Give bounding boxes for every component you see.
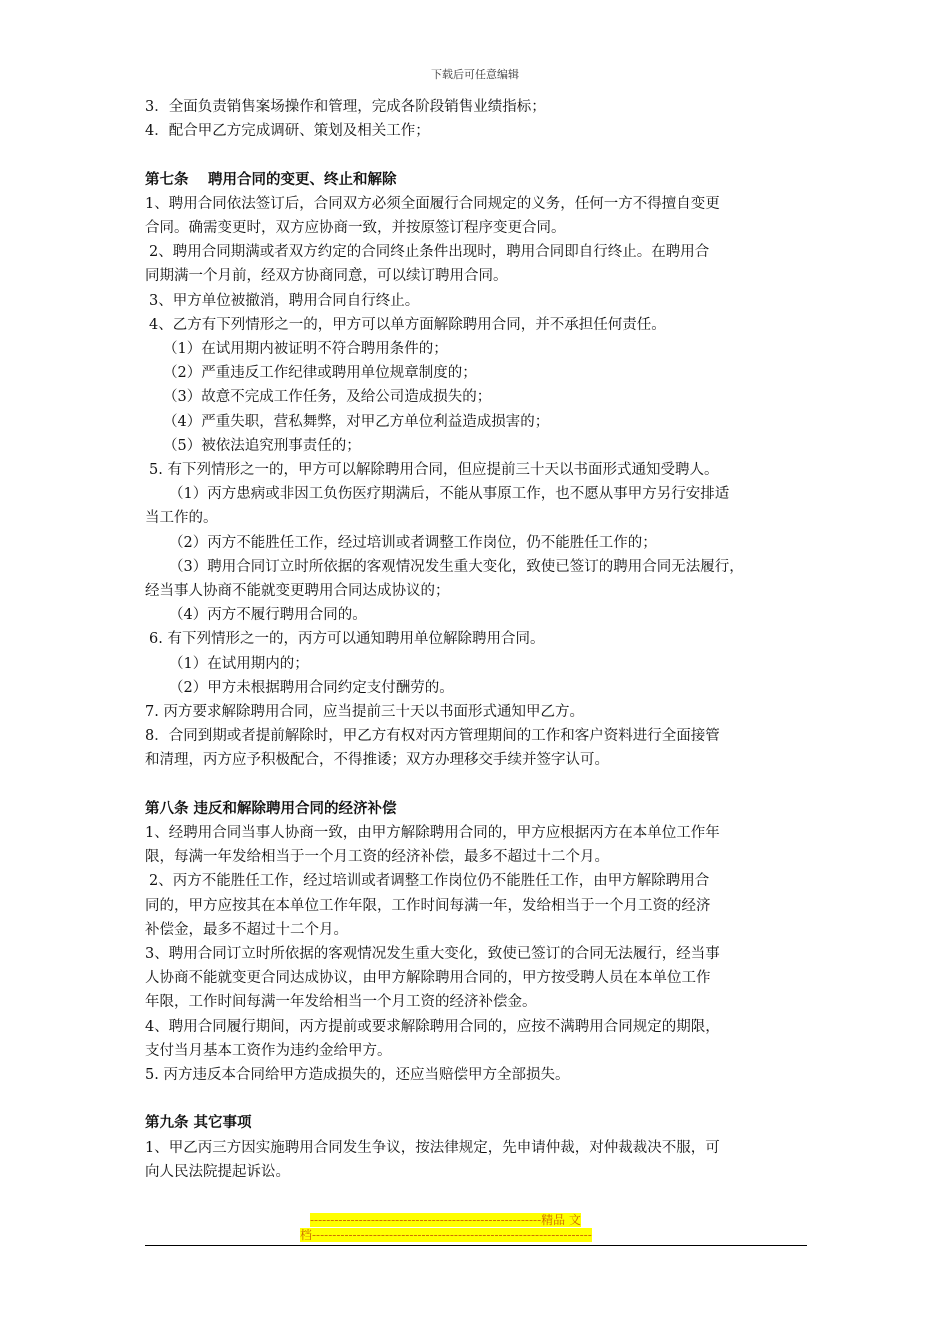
list-item-continuation: 经当事人协商不能就变更聘用合同达成协议的； [145, 583, 450, 600]
paragraph: 4、乙方有下列情形之一的，甲方可以单方面解除聘用合同，并不承担任何责任。 [149, 316, 666, 333]
paragraph: 和清理，丙方应予积极配合，不得推诿；双方办理移交手续并签字认可。 [145, 752, 609, 769]
paragraph: 同的，甲方应按其在本单位工作年限，工作时间每满一年，发给相当于一个月工资的经济 [145, 897, 711, 914]
list-item-continuation: 当工作的。 [145, 510, 218, 527]
list-item: （4）丙方不履行聘用合同的。 [169, 607, 367, 624]
paragraph: 人协商不能就变更合同达成协议，由甲方解除聘用合同的，甲方按受聘人员在本单位工作 [145, 970, 711, 987]
paragraph: 4、聘用合同履行期间，丙方提前或要求解除聘用合同的，应按不满聘用合同规定的期限， [145, 1018, 720, 1035]
footer-watermark [300, 1213, 650, 1243]
paragraph: 年限，工作时间每满一年发给相当一个月工资的经济补偿金。 [145, 994, 537, 1011]
blank-line [145, 143, 813, 167]
list-item: （3）故意不完成工作任务，及给公司造成损失的； [163, 389, 492, 406]
list-item: （2）严重违反工作纪律或聘用单位规章制度的； [163, 365, 477, 382]
paragraph: 限，每满一年发给相当于一个月工资的经济补偿，最多不超过十二个月。 [145, 849, 609, 866]
paragraph: 1、甲乙丙三方因实施聘用合同发生争议，按法律规定，先申请仲裁，对仲裁裁决不服，可 [145, 1139, 720, 1156]
paragraph: 3．全面负责销售案场操作和管理，完成各阶段销售业绩指标； [145, 99, 546, 115]
document-body [145, 95, 813, 1184]
paragraph: 3、聘用合同订立时所依据的客观情况发生重大变化，致使已签订的合同无法履行，经当事 [145, 946, 720, 963]
paragraph: 7. 丙方要求解除聘用合同，应当提前三十天以书面形式通知甲乙方。 [145, 704, 584, 721]
footer-line: ---------------------------------------------------------精品 文 [310, 1213, 581, 1227]
list-item: （1）丙方患病或非因工负伤医疗期满后，不能从事原工作，也不愿从事甲方另行安排适 [169, 486, 730, 503]
paragraph: 1、聘用合同依法签订后，合同双方必须全面履行合同规定的义务，任何一方不得擅自变更 [145, 195, 720, 212]
paragraph: 2、丙方不能胜任工作，经过培训或者调整工作岗位仍不能胜任工作，由甲方解除聘用合 [149, 873, 710, 890]
paragraph: 补偿金，最多不超过十二个月。 [145, 921, 348, 938]
list-item: （1）在试用期内被证明不符合聘用条件的； [163, 341, 448, 358]
paragraph: 向人民法院提起诉讼。 [145, 1163, 290, 1180]
blank-line [145, 1087, 813, 1111]
list-item: （4）严重失职，营私舞弊，对甲乙方单位利益造成损害的； [163, 413, 550, 430]
footer-line: 档--------------------------------------------------------------------- [300, 1228, 592, 1242]
section-heading-8: 第八条 违反和解除聘用合同的经济补偿 [145, 799, 397, 817]
paragraph: 5. 丙方违反本合同给甲方造成损失的，还应当赔偿甲方全部损失。 [145, 1067, 570, 1084]
list-item: （2）甲方未根据聘用合同约定支付酬劳的。 [169, 679, 454, 696]
paragraph: 4．配合甲乙方完成调研、策划及相关工作； [145, 123, 430, 140]
paragraph: 3、甲方单位被撤消，聘用合同自行终止。 [149, 292, 420, 309]
section-heading-9: 第九条 其它事项 [145, 1114, 252, 1132]
footer-rule [145, 1245, 807, 1246]
paragraph: 6. 有下列情形之一的，丙方可以通知聘用单位解除聘用合同。 [149, 631, 545, 648]
list-item: （3）聘用合同订立时所依据的客观情况发生重大变化，致使已签订的聘用合同无法履行， [169, 558, 744, 575]
paragraph: 合同。确需变更时，双方应协商一致，并按原签订程序变更合同。 [145, 220, 566, 236]
list-item: （2）丙方不能胜任工作，经过培训或者调整工作岗位，仍不能胜任工作的； [169, 534, 657, 551]
section-heading-7: 第七条 聘用合同的变更、终止和解除 [145, 170, 397, 188]
paragraph: 1、经聘用合同当事人协商一致，由甲方解除聘用合同的，甲方应根据丙方在本单位工作年 [145, 825, 720, 842]
list-item: （1）在试用期内的； [169, 655, 309, 672]
paragraph: 2、聘用合同期满或者双方约定的合同终止条件出现时，聘用合同即自行终止。在聘用合 [149, 244, 710, 261]
blank-line [145, 773, 813, 797]
list-item: （5）被依法追究刑事责任的； [163, 437, 361, 454]
paragraph: 同期满一个月前，经双方协商同意，可以续订聘用合同。 [145, 268, 508, 285]
page-header: 下载后可任意编辑 [431, 68, 519, 81]
paragraph: 8．合同到期或者提前解除时，甲乙方有权对丙方管理期间的工作和客户资料进行全面接管 [145, 728, 720, 745]
paragraph: 支付当月基本工资作为违约金给甲方。 [145, 1042, 392, 1059]
paragraph: 5. 有下列情形之一的，甲方可以解除聘用合同，但应提前三十天以书面形式通知受聘人。 [149, 462, 719, 479]
